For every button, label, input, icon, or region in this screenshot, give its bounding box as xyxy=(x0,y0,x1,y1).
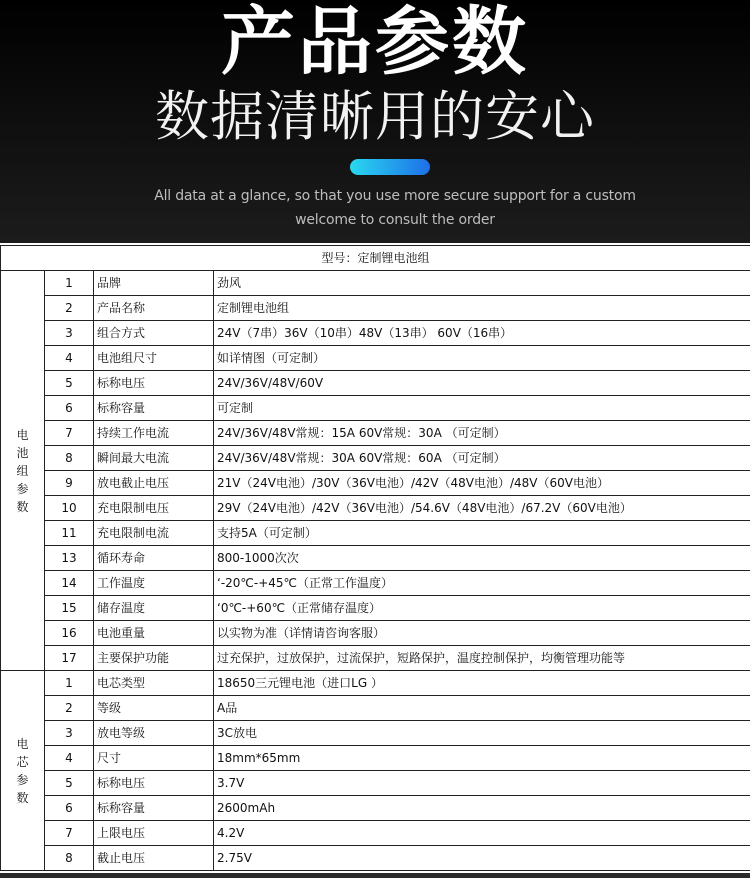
table-row xyxy=(1,446,750,471)
row-number: 5 xyxy=(45,771,94,796)
table-row xyxy=(1,371,750,396)
accent-bar xyxy=(350,159,430,175)
param-name: 组合方式 xyxy=(94,321,214,346)
row-number: 11 xyxy=(45,521,94,546)
param-value: 支持5A（可定制） xyxy=(214,521,750,546)
row-number: 6 xyxy=(45,396,94,421)
param-value: 24V/36V/48V/60V xyxy=(214,371,750,396)
param-value: 可定制 xyxy=(214,396,750,421)
spec-table xyxy=(0,245,750,871)
param-name: 循环寿命 xyxy=(94,546,214,571)
param-value: 24V（7串）36V（10串）48V（13串） 60V（16串） xyxy=(214,321,750,346)
row-number: 1 xyxy=(45,671,94,696)
row-number: 8 xyxy=(45,846,94,871)
param-name: 放电等级 xyxy=(94,721,214,746)
row-number: 4 xyxy=(45,346,94,371)
param-name: 品牌 xyxy=(94,271,214,296)
param-name: 储存温度 xyxy=(94,596,214,621)
param-name: 标称电压 xyxy=(94,371,214,396)
table-row xyxy=(1,796,750,821)
row-number: 2 xyxy=(45,296,94,321)
param-name: 标称容量 xyxy=(94,796,214,821)
param-name: 上限电压 xyxy=(94,821,214,846)
param-name: 瞬间最大电流 xyxy=(94,446,214,471)
param-name: 尺寸 xyxy=(94,746,214,771)
param-name: 电池重量 xyxy=(94,621,214,646)
param-value: 24V/36V/48V常规：30A 60V常规：60A （可定制） xyxy=(214,446,750,471)
group-label-text: 电池组参数 xyxy=(16,427,29,514)
page-subtitle: 数据清晰用的安心 xyxy=(155,85,595,148)
spec-sheet xyxy=(0,243,750,878)
tagline: All data at a glance, so that you use more secure support for a custom welcome to consult the order xyxy=(154,188,636,228)
param-name: 标称电压 xyxy=(94,771,214,796)
param-value: 3C放电 xyxy=(214,721,750,746)
table-row xyxy=(1,296,750,321)
param-value: ‘-20℃-+45℃（正常工作温度） xyxy=(214,571,750,596)
spec-table-body xyxy=(1,246,750,871)
hero-banner xyxy=(0,0,750,243)
param-name: 充电限制电流 xyxy=(94,521,214,546)
table-row xyxy=(1,346,750,371)
param-value: 800-1000次次 xyxy=(214,546,750,571)
row-number: 3 xyxy=(45,721,94,746)
table-row xyxy=(1,771,750,796)
table-row xyxy=(1,596,750,621)
param-value: ‘0℃-+60℃（正常储存温度） xyxy=(214,596,750,621)
row-number: 2 xyxy=(45,696,94,721)
model-row xyxy=(1,246,750,271)
row-number: 7 xyxy=(45,821,94,846)
group-label xyxy=(1,271,45,671)
bottom-border xyxy=(0,873,750,878)
row-number: 13 xyxy=(45,546,94,571)
param-value: 18mm*65mm xyxy=(214,746,750,771)
param-value: 18650三元锂电池（进口LG ） xyxy=(214,671,750,696)
param-value: 以实物为准（详情请咨询客服） xyxy=(214,621,750,646)
param-name: 产品名称 xyxy=(94,296,214,321)
table-row xyxy=(1,746,750,771)
group-label-text: 电芯参数 xyxy=(16,736,29,805)
param-value: 过充保护，过放保护，过流保护，短路保护，温度控制保护，均衡管理功能等 xyxy=(214,646,750,671)
table-row xyxy=(1,521,750,546)
param-name: 工作温度 xyxy=(94,571,214,596)
row-number: 1 xyxy=(45,271,94,296)
table-row xyxy=(1,646,750,671)
table-row xyxy=(1,621,750,646)
table-row xyxy=(1,721,750,746)
row-number: 9 xyxy=(45,471,94,496)
group-label xyxy=(1,671,45,871)
row-number: 10 xyxy=(45,496,94,521)
row-number: 15 xyxy=(45,596,94,621)
param-value: 4.2V xyxy=(214,821,750,846)
param-value: 21V（24V电池）/30V（36V电池）/42V（48V电池）/48V（60V电池） xyxy=(214,471,750,496)
param-value: 2600mAh xyxy=(214,796,750,821)
param-name: 截止电压 xyxy=(94,846,214,871)
param-name: 电芯类型 xyxy=(94,671,214,696)
row-number: 3 xyxy=(45,321,94,346)
table-row xyxy=(1,471,750,496)
row-number: 16 xyxy=(45,621,94,646)
row-number: 8 xyxy=(45,446,94,471)
row-number: 6 xyxy=(45,796,94,821)
table-row xyxy=(1,546,750,571)
row-number: 7 xyxy=(45,421,94,446)
row-number: 4 xyxy=(45,746,94,771)
param-name: 电池组尺寸 xyxy=(94,346,214,371)
row-number: 14 xyxy=(45,571,94,596)
table-row xyxy=(1,696,750,721)
table-row xyxy=(1,846,750,871)
table-row xyxy=(1,821,750,846)
param-name: 放电截止电压 xyxy=(94,471,214,496)
table-row xyxy=(1,571,750,596)
param-value: A品 xyxy=(214,696,750,721)
table-row xyxy=(1,271,750,296)
param-name: 等级 xyxy=(94,696,214,721)
param-value: 24V/36V/48V常规：15A 60V常规：30A （可定制） xyxy=(214,421,750,446)
table-row xyxy=(1,496,750,521)
table-row xyxy=(1,671,750,696)
row-number: 5 xyxy=(45,371,94,396)
table-row xyxy=(1,396,750,421)
param-value: 定制锂电池组 xyxy=(214,296,750,321)
param-name: 主要保护功能 xyxy=(94,646,214,671)
param-value: 2.75V xyxy=(214,846,750,871)
page-title: 产品参数 xyxy=(221,0,529,85)
param-value: 如详情图（可定制） xyxy=(214,346,750,371)
param-value: 劲风 xyxy=(214,271,750,296)
row-number: 17 xyxy=(45,646,94,671)
table-row xyxy=(1,321,750,346)
param-value: 3.7V xyxy=(214,771,750,796)
param-value: 29V（24V电池）/42V（36V电池）/54.6V（48V电池）/67.2V（60V电池） xyxy=(214,496,750,521)
param-name: 充电限制电压 xyxy=(94,496,214,521)
param-name: 标称容量 xyxy=(94,396,214,421)
model-cell: 型号：定制锂电池组 xyxy=(1,246,750,271)
param-name: 持续工作电流 xyxy=(94,421,214,446)
table-row xyxy=(1,421,750,446)
